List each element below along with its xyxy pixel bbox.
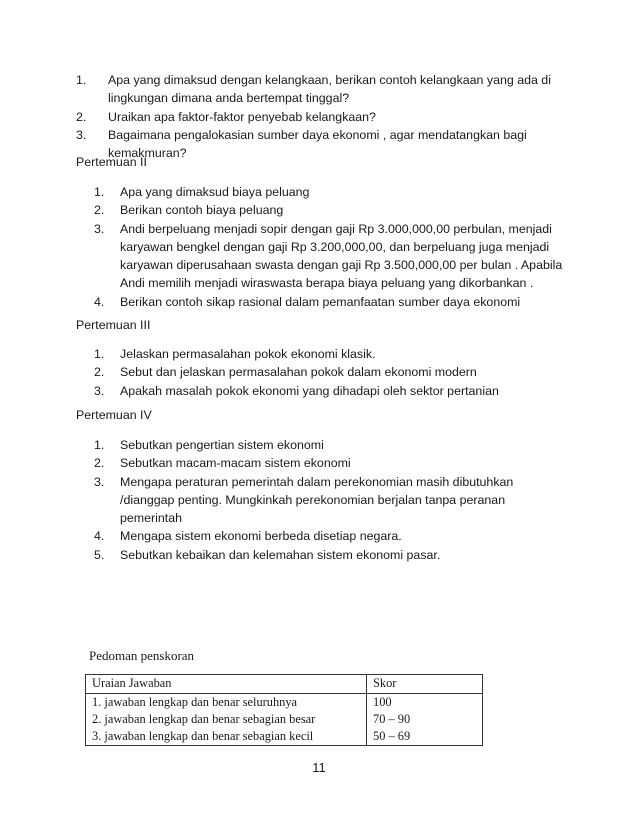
section-heading: Pertemuan IV [76,408,152,422]
item-text: Sebut dan jelaskan permasalahan pokok dalam ekonomi modern [120,365,477,380]
item-text: Andi berpeluang menjadi sopir dengan gaji Rp 3.000,000,00 perbulan, menjadi karyawan bengkel dengan gaji Rp 3.200,000,00, dan berpeluang juga menjadi karyawan diperusahaan swasta dengan gaji Rp 3.500,000,00 per bulan . Apabila Andi memilih menjadi wiraswasta berapa biaya peluang yang dikorbankan . [120,221,563,291]
intro-question-list [76,71,576,162]
table-cell: 50 – 69 [367,728,483,746]
item-number: 3. [76,127,87,142]
item-number: 2. [94,365,105,380]
item-text: Sebutkan macam-macam sistem ekonomi [120,456,351,471]
item-number: 3. [94,383,105,398]
list-item [94,345,564,363]
item-text: Berikan contoh biaya peluang [120,203,284,218]
table-row [86,711,483,728]
list-item [76,71,576,108]
item-text: Uraikan apa faktor-faktor penyebab kelangkaan? [108,109,376,124]
section-question-list [94,345,564,400]
item-text: Mengapa peraturan pemerintah dalam perekonomian masih dibutuhkan /dianggap penting. Mungkinkah perekonomian berjalan tanpa peranan pemerintah [120,474,514,526]
item-number: 3. [94,221,105,236]
section-heading: Pertemuan III [76,318,151,332]
list-item [94,473,564,528]
list-item [94,436,564,454]
list-item [94,527,564,545]
item-text: Sebutkan pengertian sistem ekonomi [120,438,324,452]
item-number: 5. [94,547,105,562]
table-cell: 3. jawaban lengkap dan benar sebagian kecil [86,728,367,746]
list-item [94,454,564,472]
list-item [94,546,564,564]
item-number: 4. [94,529,105,544]
item-number: 1. [76,73,87,87]
column-header: Uraian Jawaban [86,675,367,694]
list-item [94,382,564,400]
table-cell: 2. jawaban lengkap dan benar sebagian besar [86,711,367,728]
item-number: 2. [76,109,87,124]
list-item [94,183,564,201]
list-item [94,201,564,219]
item-text: Sebutkan kebaikan dan kelemahan sistem ekonomi pasar. [120,547,441,562]
item-number: 1. [94,185,105,199]
item-number: 1. [94,347,105,361]
item-text: Apakah masalah pokok ekonomi yang dihadapi oleh sektor pertanian [120,383,499,398]
item-number: 2. [94,456,105,471]
list-item [76,108,576,126]
section-heading: Pertemuan II [76,155,147,169]
item-text: Apa yang dimaksud biaya peluang [120,185,310,199]
table-cell: 70 – 90 [367,711,483,728]
list-item [94,220,564,293]
list-item [94,293,564,311]
item-number: 1. [94,438,105,452]
item-text: Bagaimana pengalokasian sumber daya ekonomi , agar mendatangkan bagi kemakmuran? [108,127,527,161]
list-item [94,363,564,381]
item-text: Apa yang dimaksud dengan kelangkaan, berikan contoh kelangkaan yang ada di lingkungan dimana anda bertempat tinggal? [108,73,551,106]
table-row [86,728,483,746]
column-header: Skor [367,675,483,694]
section-question-list [94,183,564,311]
table-cell: 1. jawaban lengkap dan benar seluruhnya [86,694,367,712]
table-cell: 100 [367,694,483,712]
scoring-table [85,674,483,746]
scoring-title: Pedoman penskoran [89,648,195,663]
page-number: 11 [312,760,326,775]
item-text: Jelaskan permasalahan pokok ekonomi klasik. [120,347,376,361]
item-text: Mengapa sistem ekonomi berbeda disetiap negara. [120,529,402,544]
item-number: 4. [94,294,105,309]
item-number: 2. [94,203,105,218]
item-number: 3. [94,474,105,489]
table-header-row [86,675,483,694]
item-text: Berikan contoh sikap rasional dalam pemanfaatan sumber daya ekonomi [120,294,521,309]
table-row [86,694,483,712]
section-question-list [94,436,564,564]
